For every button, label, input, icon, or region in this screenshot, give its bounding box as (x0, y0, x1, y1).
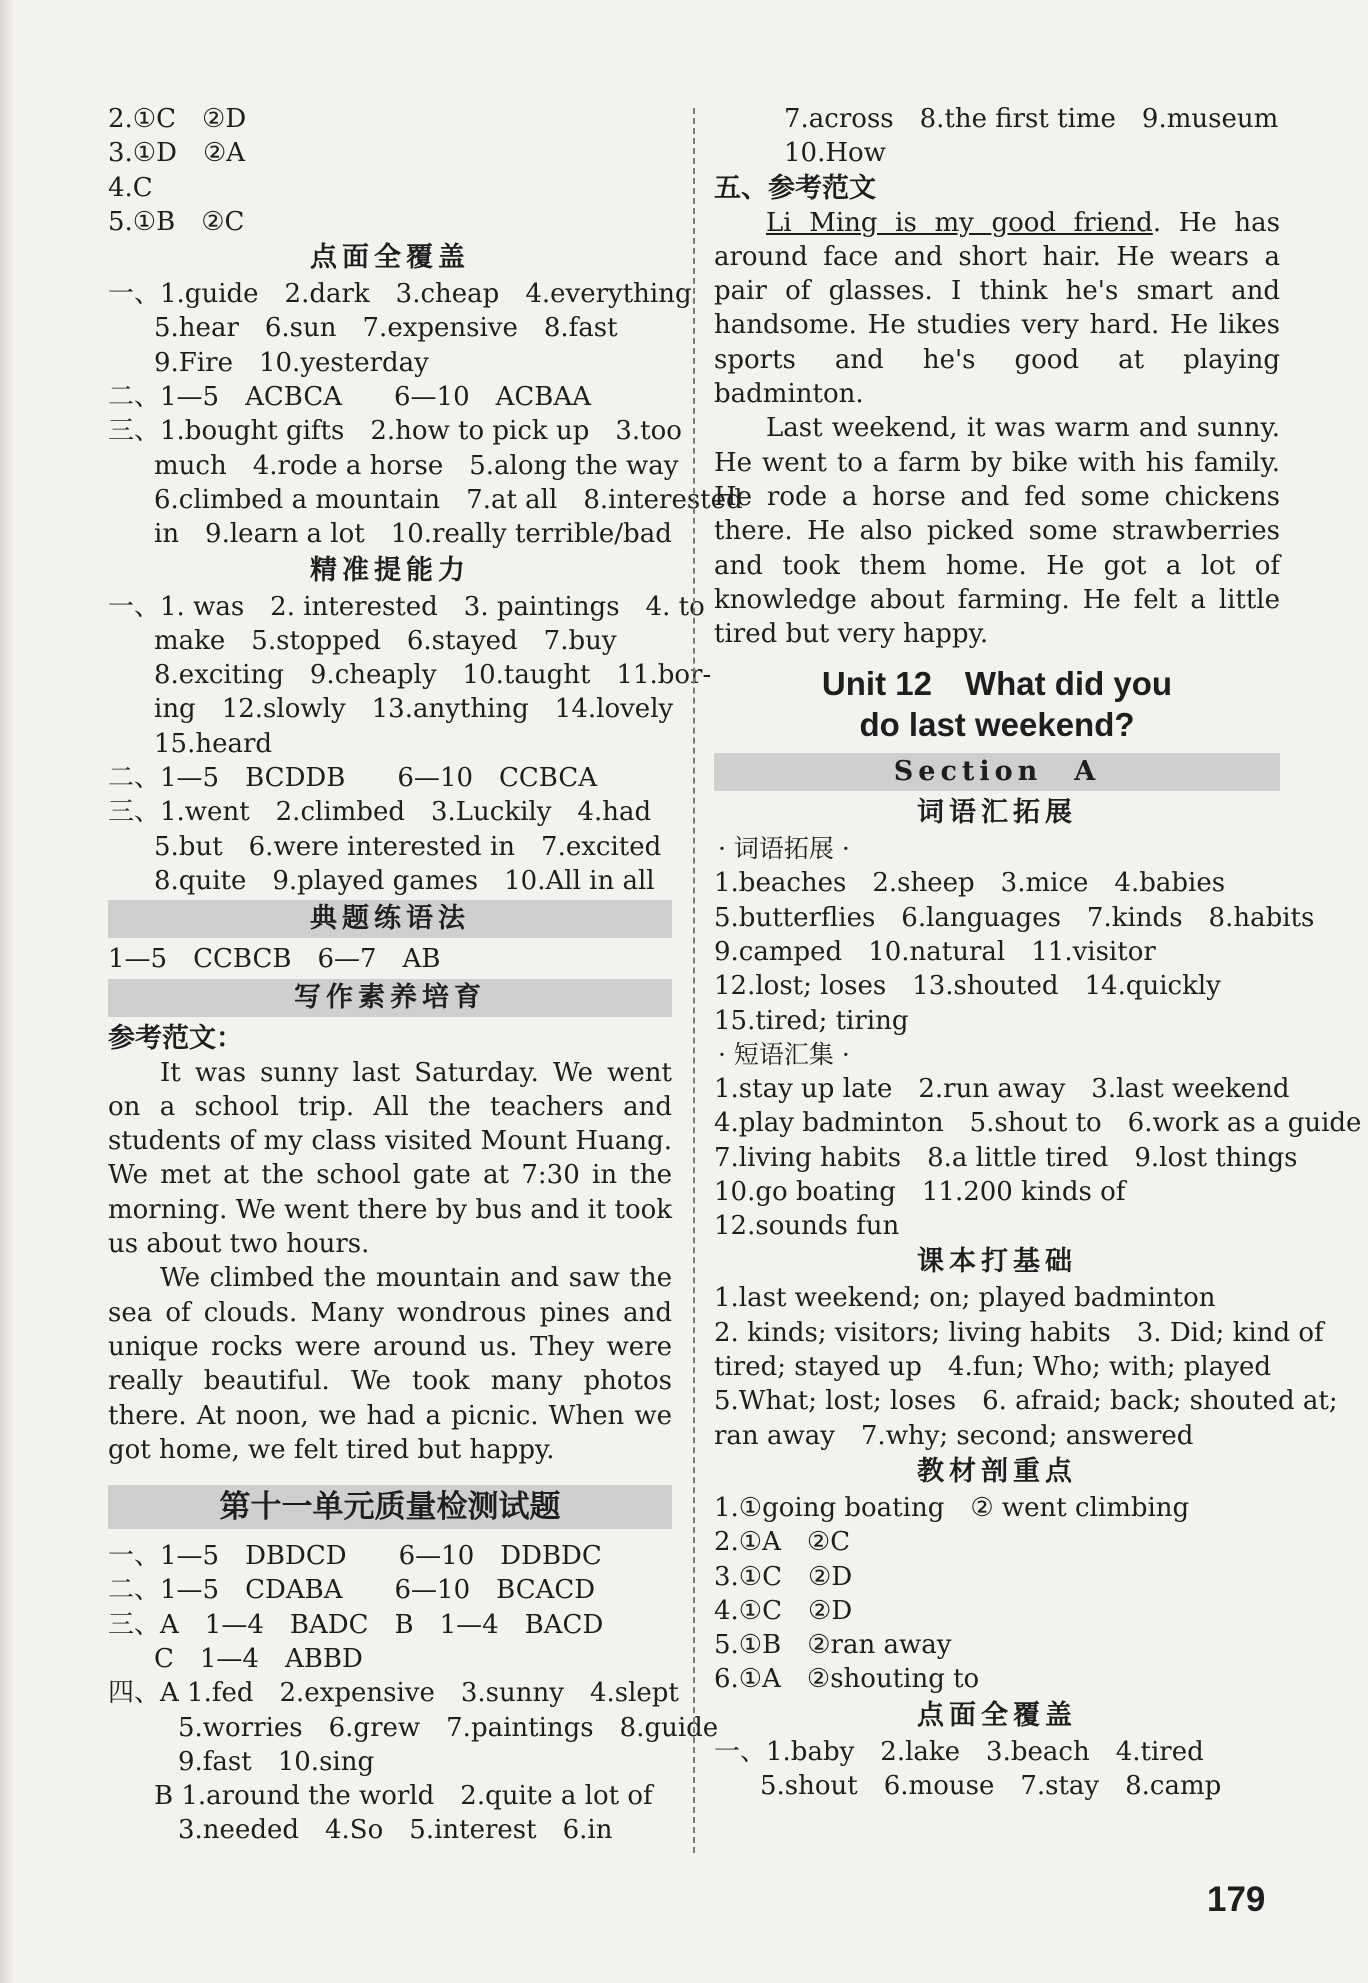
answer-line: 四、A 1.fed 2.expensive 3.sunny 4.slept (108, 1678, 679, 1709)
answer-line: 10.How (784, 138, 886, 169)
answer-line: 1.①going boating ② went climbing (714, 1492, 1190, 1523)
answer-line: 三、1.went 2.climbed 3.Luckily 4.had (108, 797, 652, 828)
answer-line: 二、1—5 CDABA 6—10 BCACD (108, 1575, 596, 1606)
essay-text: . He has around face and short hair. He wears a pair of glasses. I think he's smart and handsome. He studies very hard. He likes sports and he's good at playing badminton. (714, 207, 1280, 410)
answer-line: 6.①A ②shouting to (714, 1664, 980, 1695)
essay-paragraph: Last weekend, it was warm and sunny. He went to a farm by bike with his family. He rode a horse and fed some chickens there. He also picked some strawberries and took them home. He got a lot of knowledge about farming. He felt a little tired but very happy. (714, 413, 1280, 650)
answer-line: 5.butterflies 6.languages 7.kinds 8.habits (714, 902, 1315, 933)
answer-line: 2. kinds; visitors; living habits 3. Did; kind of (714, 1317, 1324, 1348)
answer-line: 5.but 6.were interested in 7.excited (154, 831, 662, 862)
answer-line: 15.tired; tiring (714, 1005, 909, 1036)
answer-line: C 1—4 ABBD (154, 1643, 363, 1674)
answer-line: 4.①C ②D (714, 1595, 853, 1626)
section-heading: 词语汇拓展 (917, 797, 1077, 829)
answer-line: 5.What; lost; loses 6. afraid; back; shouted at; (714, 1386, 1338, 1417)
answer-line: ran away 7.why; second; answered (714, 1420, 1194, 1451)
section-heading-bar: 写作素养培育 (108, 979, 672, 1017)
answer-line: 5.shout 6.mouse 7.stay 8.camp (760, 1770, 1222, 1801)
section-heading: 课本打基础 (917, 1246, 1077, 1278)
answer-line: 15.heard (154, 728, 273, 759)
answer-line: 2.①C ②D (108, 104, 247, 134)
answer-line: 2.①A ②C (714, 1527, 851, 1558)
answer-line: 10.go boating 11.200 kinds of (714, 1176, 1126, 1207)
answer-line: 7.living habits 8.a little tired 9.lost things (714, 1142, 1298, 1173)
section-heading: 点面全覆盖 (917, 1699, 1077, 1731)
answer-line: 4.play badminton 5.shout to 6.work as a guide (714, 1108, 1362, 1139)
answer-line: 4.C (108, 172, 153, 203)
answer-line: 一、1—5 DBDCD 6—10 DDBDC (108, 1541, 602, 1572)
answer-line: make 5.stopped 6.stayed 7.buy (154, 625, 617, 656)
answer-line: 三、1.bought gifts 2.how to pick up 3.too (108, 416, 682, 447)
answer-line: 8.quite 9.played games 10.All in all (154, 865, 655, 896)
answer-line: 9.camped 10.natural 11.visitor (714, 937, 1156, 968)
answer-line: 1.stay up late 2.run away 3.last weekend (714, 1073, 1290, 1104)
answer-line: 12.lost; loses 13.shouted 14.quickly (714, 971, 1221, 1002)
answer-line: 二、1—5 BCDDB 6—10 CCBCA (108, 763, 598, 794)
underlined-sentence: Li Ming is my good friend (766, 207, 1153, 238)
answer-line: 1.last weekend; on; played badminton (714, 1283, 1216, 1314)
sub-heading: · 词语拓展 · (718, 834, 850, 864)
answer-line: 1—5 CCBCB 6—7 AB (108, 944, 441, 975)
essay-paragraph (714, 206, 1280, 412)
answer-line: 一、1.baby 2.lake 3.beach 4.tired (714, 1736, 1204, 1767)
column-divider (693, 108, 695, 1853)
answer-line: tired; stayed up 4.fun; Who; with; played (714, 1352, 1271, 1383)
answer-line: 5.hear 6.sun 7.expensive 8.fast (154, 313, 618, 344)
answer-line: B 1.around the world 2.quite a lot of (154, 1781, 653, 1812)
answer-line: 一、1.guide 2.dark 3.cheap 4.everything (108, 279, 692, 310)
answer-line: 3.①D ②A (108, 138, 246, 169)
answer-line: ing 12.slowly 13.anything 14.lovely (154, 694, 674, 725)
answer-line: 1.beaches 2.sheep 3.mice 4.babies (714, 868, 1226, 899)
answer-line: 12.sounds fun (714, 1211, 900, 1242)
answer-line: 一、1. was 2. interested 3. paintings 4. to (108, 591, 705, 622)
unit-title-line: do last weekend? (859, 706, 1135, 744)
page-spine-shadow (0, 0, 14, 1983)
answer-line: 三、A 1—4 BADC B 1—4 BACD (108, 1609, 604, 1640)
unit-title-line: Unit 12 What did you (821, 665, 1173, 703)
answer-line: 9.Fire 10.yesterday (154, 347, 429, 378)
section-heading: 教材剖重点 (917, 1455, 1077, 1487)
answer-line: 二、1—5 ACBCA 6—10 ACBAA (108, 382, 591, 413)
section-heading: 精准提能力 (310, 554, 470, 586)
answer-line: 3.①C ②D (714, 1561, 853, 1592)
right-column (714, 102, 1362, 1803)
section-heading-bar: 典题练语法 (108, 900, 672, 938)
essay-paragraph: We climbed the mountain and saw the sea of clouds. Many wondrous pines and unique rocks were around us. They were really beautiful. We took many photos there. At noon, we had a picnic. When we got home, we felt tired but happy. (108, 1263, 672, 1465)
unit-test-heading: 第十一单元质量检测试题 (108, 1485, 672, 1529)
answer-line: 6.climbed a mountain 7.at all 8.interested (154, 484, 743, 515)
answer-line: in 9.learn a lot 10.really terrible/bad (154, 519, 672, 550)
answer-line: 9.fast 10.sing (178, 1746, 375, 1777)
answer-line: 8.exciting 9.cheaply 10.taught 11.bor- (154, 660, 712, 691)
essay-paragraph: It was sunny last Saturday. We went on a school trip. All the teachers and students of my class visited Mount Huang. We met at the school gate at 7:30 in the morning. We went there by bus and it took us about two hours. (108, 1057, 673, 1260)
answer-line: 5.①B ②C (108, 206, 245, 237)
answer-line: 7.across 8.the first time 9.museum (784, 104, 1279, 134)
answer-line: 3.needed 4.So 5.interest 6.in (178, 1815, 613, 1846)
page-number: 179 (1207, 1880, 1266, 1919)
answer-line: 5.worries 6.grew 7.paintings 8.guide (178, 1712, 719, 1743)
unit-title (714, 663, 1280, 745)
sample-essay-label: 参考范文： (108, 1022, 243, 1054)
left-column (108, 102, 743, 1848)
answer-line: much 4.rode a horse 5.along the way (154, 450, 679, 481)
sub-heading: · 短语汇集 · (718, 1039, 850, 1069)
answer-line: 5.①B ②ran away (714, 1630, 952, 1661)
section-bar: Section A (714, 753, 1280, 791)
sample-essay-label: 五、参考范文 (714, 172, 876, 204)
section-heading: 点面全覆盖 (310, 242, 470, 274)
